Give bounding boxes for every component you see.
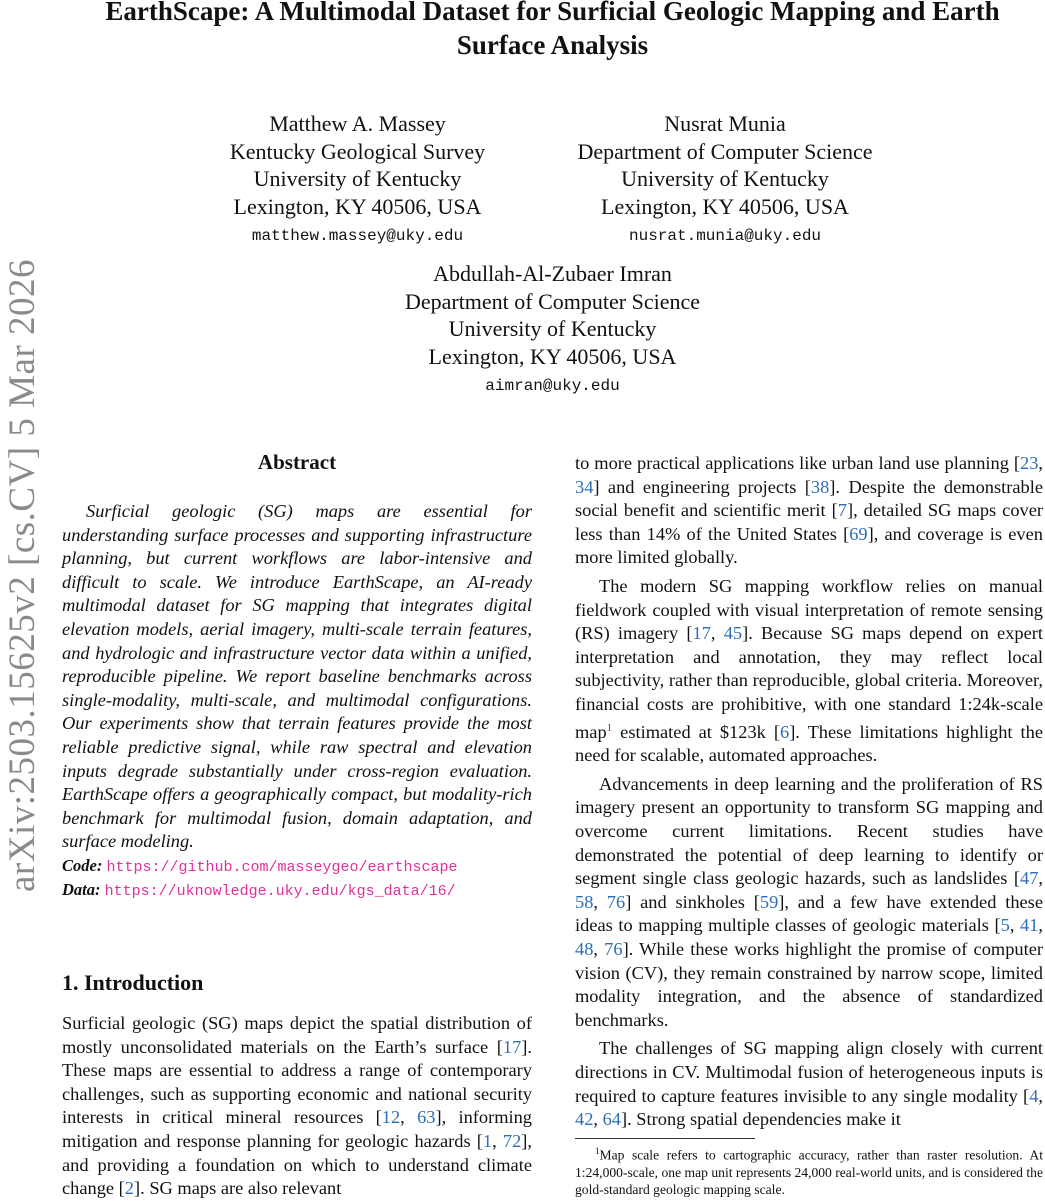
citation-link[interactable]: 38 <box>810 476 830 497</box>
author-address: Lexington, KY 40506, USA <box>233 193 482 219</box>
author-block-3 <box>360 260 745 396</box>
text-run: ]. These maps are essential to address a range of contemporary challenges, such as supporting economic and national security interests in critical mineral resources [ <box>62 1036 532 1128</box>
citation-link[interactable]: 72 <box>502 1130 522 1151</box>
citation-link[interactable]: 12 <box>381 1107 401 1128</box>
data-link-line <box>62 880 542 900</box>
text-run: ]. Strong spatial dependencies make it <box>620 1109 901 1130</box>
arxiv-id: arXiv:2503.15625v2 [cs.CV] 5 Mar 2026 <box>2 258 44 892</box>
citation-link[interactable]: 59 <box>759 891 779 912</box>
abstract-text: Surficial geologic (SG) maps are essential for understanding surface processes and supporting infrastructure planning, but current workflows are labor-intensive and difficult to scale. We introduce EarthScape, an AI-ready multimodal dataset for SG mapping that integrates digital elevation models, aerial imagery, multi-scale terrain features, and hydrologic and infrastructure vector data within a unified, reproducible pipeline. We report baseline benchmarks across single-modality, multi-scale, and multimodal configurations. Our experiments show that terrain features provide the most reliable predictive signal, while raw spectral and elevation inputs degrade substantially under cross-region evaluation. EarthScape offers a geographically compact, but modality-rich benchmark for multimodal fusion, domain adaptation, and surface modeling. <box>62 501 532 852</box>
text-run: ], and coverage is even more limited globally. <box>575 523 1043 568</box>
intro-paragraph <box>62 1012 532 1201</box>
author-name: Abdullah-Al-Zubaer Imran <box>433 261 672 286</box>
body-paragraph <box>575 452 1043 570</box>
citation-link[interactable]: 76 <box>606 891 626 912</box>
text-run: ], informing mitigation and response planning for geologic hazards [ <box>62 1107 533 1151</box>
text-run: ], detailed SG maps cover less than 14% of the United States [ <box>575 500 1043 544</box>
citation-link[interactable]: 2 <box>124 1178 134 1199</box>
citation-link[interactable]: 17 <box>692 623 711 644</box>
citation-link[interactable]: 47 <box>1020 868 1039 889</box>
text-run: ]. Because SG maps depend on expert interpretation and annotation, they may reflect local subjectivity, rather than reproducible, global criteria. Moreover, financial costs are prohibitive, with one standard 1:24k-scale map <box>575 623 1043 742</box>
author-affiliation: Department of Computer Science <box>577 138 873 164</box>
citation-link[interactable]: 4 <box>1029 1085 1039 1106</box>
title-line-2: Surface Analysis <box>456 30 649 60</box>
right-column <box>575 452 1043 1137</box>
author-name: Matthew A. Massey <box>269 111 446 136</box>
author-affiliation: Kentucky Geological Survey <box>229 138 486 164</box>
author-email[interactable]: matthew.massey@uky.edu <box>251 227 464 245</box>
citation-link[interactable]: 76 <box>604 939 623 959</box>
author-address: Lexington, KY 40506, USA <box>428 343 677 369</box>
citation-link[interactable]: 64 <box>602 1109 621 1130</box>
text-run: The modern SG mapping workflow relies on manual fieldwork coupled with visual interpretation of remote sensing (RS) imagery [ <box>575 575 1043 644</box>
author-email[interactable]: aimran@uky.edu <box>485 377 620 395</box>
abstract-heading: Abstract <box>257 450 337 474</box>
text-run: , <box>593 1109 603 1130</box>
arxiv-side-stamp <box>0 230 46 920</box>
text-run: , <box>1038 915 1043 936</box>
text-run: ]. While these works highlight the promise of computer vision (CV), they remain constrained by narrow scope, limited modality integration, and the absence of standardized benchmarks. <box>575 939 1043 1030</box>
author-affiliation: University of Kentucky <box>448 316 657 341</box>
body-paragraph <box>575 1037 1043 1131</box>
author-affiliation: University of Kentucky <box>253 166 462 191</box>
text-run: ] and sinkholes [ <box>625 891 760 912</box>
code-url-link[interactable]: https://github.com/masseygeo/earthscape <box>106 859 458 876</box>
citation-link[interactable]: 63 <box>417 1107 436 1128</box>
intro-heading: 1. Introduction <box>62 970 204 995</box>
body-paragraph <box>575 575 1043 768</box>
text-run: , <box>1038 1085 1043 1106</box>
author-email[interactable]: nusrat.munia@uky.edu <box>628 227 822 245</box>
text-run: ], and a few have extended these ideas to mapping multiple classes of geologic materials [ <box>575 891 1043 936</box>
citation-link[interactable]: 58 <box>575 891 594 912</box>
citation-link[interactable]: 6 <box>779 721 790 742</box>
text-run: , <box>492 1130 503 1151</box>
footnote-text: Map scale refers to cartographic accuracy, rather than raster resolution. At 1:24,000-scale, one map unit represents 24,000 real-world units, and is considered the gold-standard geologic mapping scale. <box>575 1147 1043 1197</box>
citation-link[interactable]: 41 <box>1020 915 1039 936</box>
text-run: , <box>1038 453 1043 473</box>
citation-link[interactable]: 48 <box>575 939 594 959</box>
citation-link[interactable]: 42 <box>575 1109 594 1130</box>
footnote-divider <box>575 1138 755 1139</box>
citation-link[interactable]: 5 <box>1000 915 1010 936</box>
data-label: Data: <box>62 880 101 899</box>
citation-link[interactable]: 45 <box>723 623 743 644</box>
text-run: Advancements in deep learning and the proliferation of RS imagery present an opportunity to transform SG mapping and overcome current limitations. Recent studies have demonstrated the potential of deep learning to identify or segment single class geologic hazards, such as landslides [ <box>575 773 1043 889</box>
text-run: , <box>593 891 607 912</box>
paper-title <box>60 0 1045 62</box>
text-run: ], and providing a foundation on which to understand climate change [ <box>62 1130 532 1199</box>
text-run: , <box>710 623 724 644</box>
text-run: ]. SG maps are also relevant <box>134 1178 342 1199</box>
author-affiliation: University of Kentucky <box>621 166 829 191</box>
citation-link[interactable]: 23 <box>1020 453 1039 473</box>
text-run: ]. Despite the demonstrable social benefit and scientific merit [ <box>575 476 1044 521</box>
footnote <box>575 1143 1043 1198</box>
citation-link[interactable]: 7 <box>837 500 847 521</box>
text-run: ]. These limitations highlight the need for scalable, automated approaches. <box>575 721 1043 766</box>
text-run: , <box>1038 868 1043 889</box>
footnote-number: 1 <box>595 1146 600 1156</box>
author-affiliation: Department of Computer Science <box>404 288 701 314</box>
text-run: to more practical applications like urban land use planning [ <box>575 453 1020 473</box>
author-block-1 <box>190 110 525 246</box>
text-run: Surficial geologic (SG) maps depict the spatial distribution of mostly unconsolidated materials on the Earth’s surface [ <box>62 1013 532 1057</box>
title-line-1: EarthScape: A Multimodal Dataset for Surficial Geologic Mapping and Earth <box>105 0 1000 26</box>
text-run: , <box>400 1107 418 1128</box>
data-url-link[interactable]: https://uknowledge.uky.edu/kgs_data/16/ <box>104 883 456 900</box>
text-run: , <box>1009 915 1020 936</box>
text-run: estimated at $123k [ <box>612 721 780 742</box>
citation-link[interactable]: 34 <box>575 476 594 497</box>
text-run: The challenges of SG mapping align closely with current directions in CV. Multimodal fusion of heterogeneous inputs is required to capture features invisible to any single modality [ <box>575 1038 1043 1106</box>
footnote-marker[interactable]: 1 <box>606 721 613 734</box>
text-run: ] and engineering projects [ <box>593 476 811 497</box>
author-block-2 <box>545 110 905 246</box>
author-address: Lexington, KY 40506, USA <box>601 193 849 219</box>
author-name: Nusrat Munia <box>664 111 786 136</box>
code-label: Code: <box>62 856 103 875</box>
citation-link[interactable]: 69 <box>849 523 868 544</box>
citation-link[interactable]: 17 <box>502 1036 522 1057</box>
code-link-line <box>62 856 542 876</box>
text-run: , <box>593 939 605 959</box>
citation-link[interactable]: 1 <box>482 1130 493 1151</box>
body-paragraph <box>575 773 1043 1033</box>
